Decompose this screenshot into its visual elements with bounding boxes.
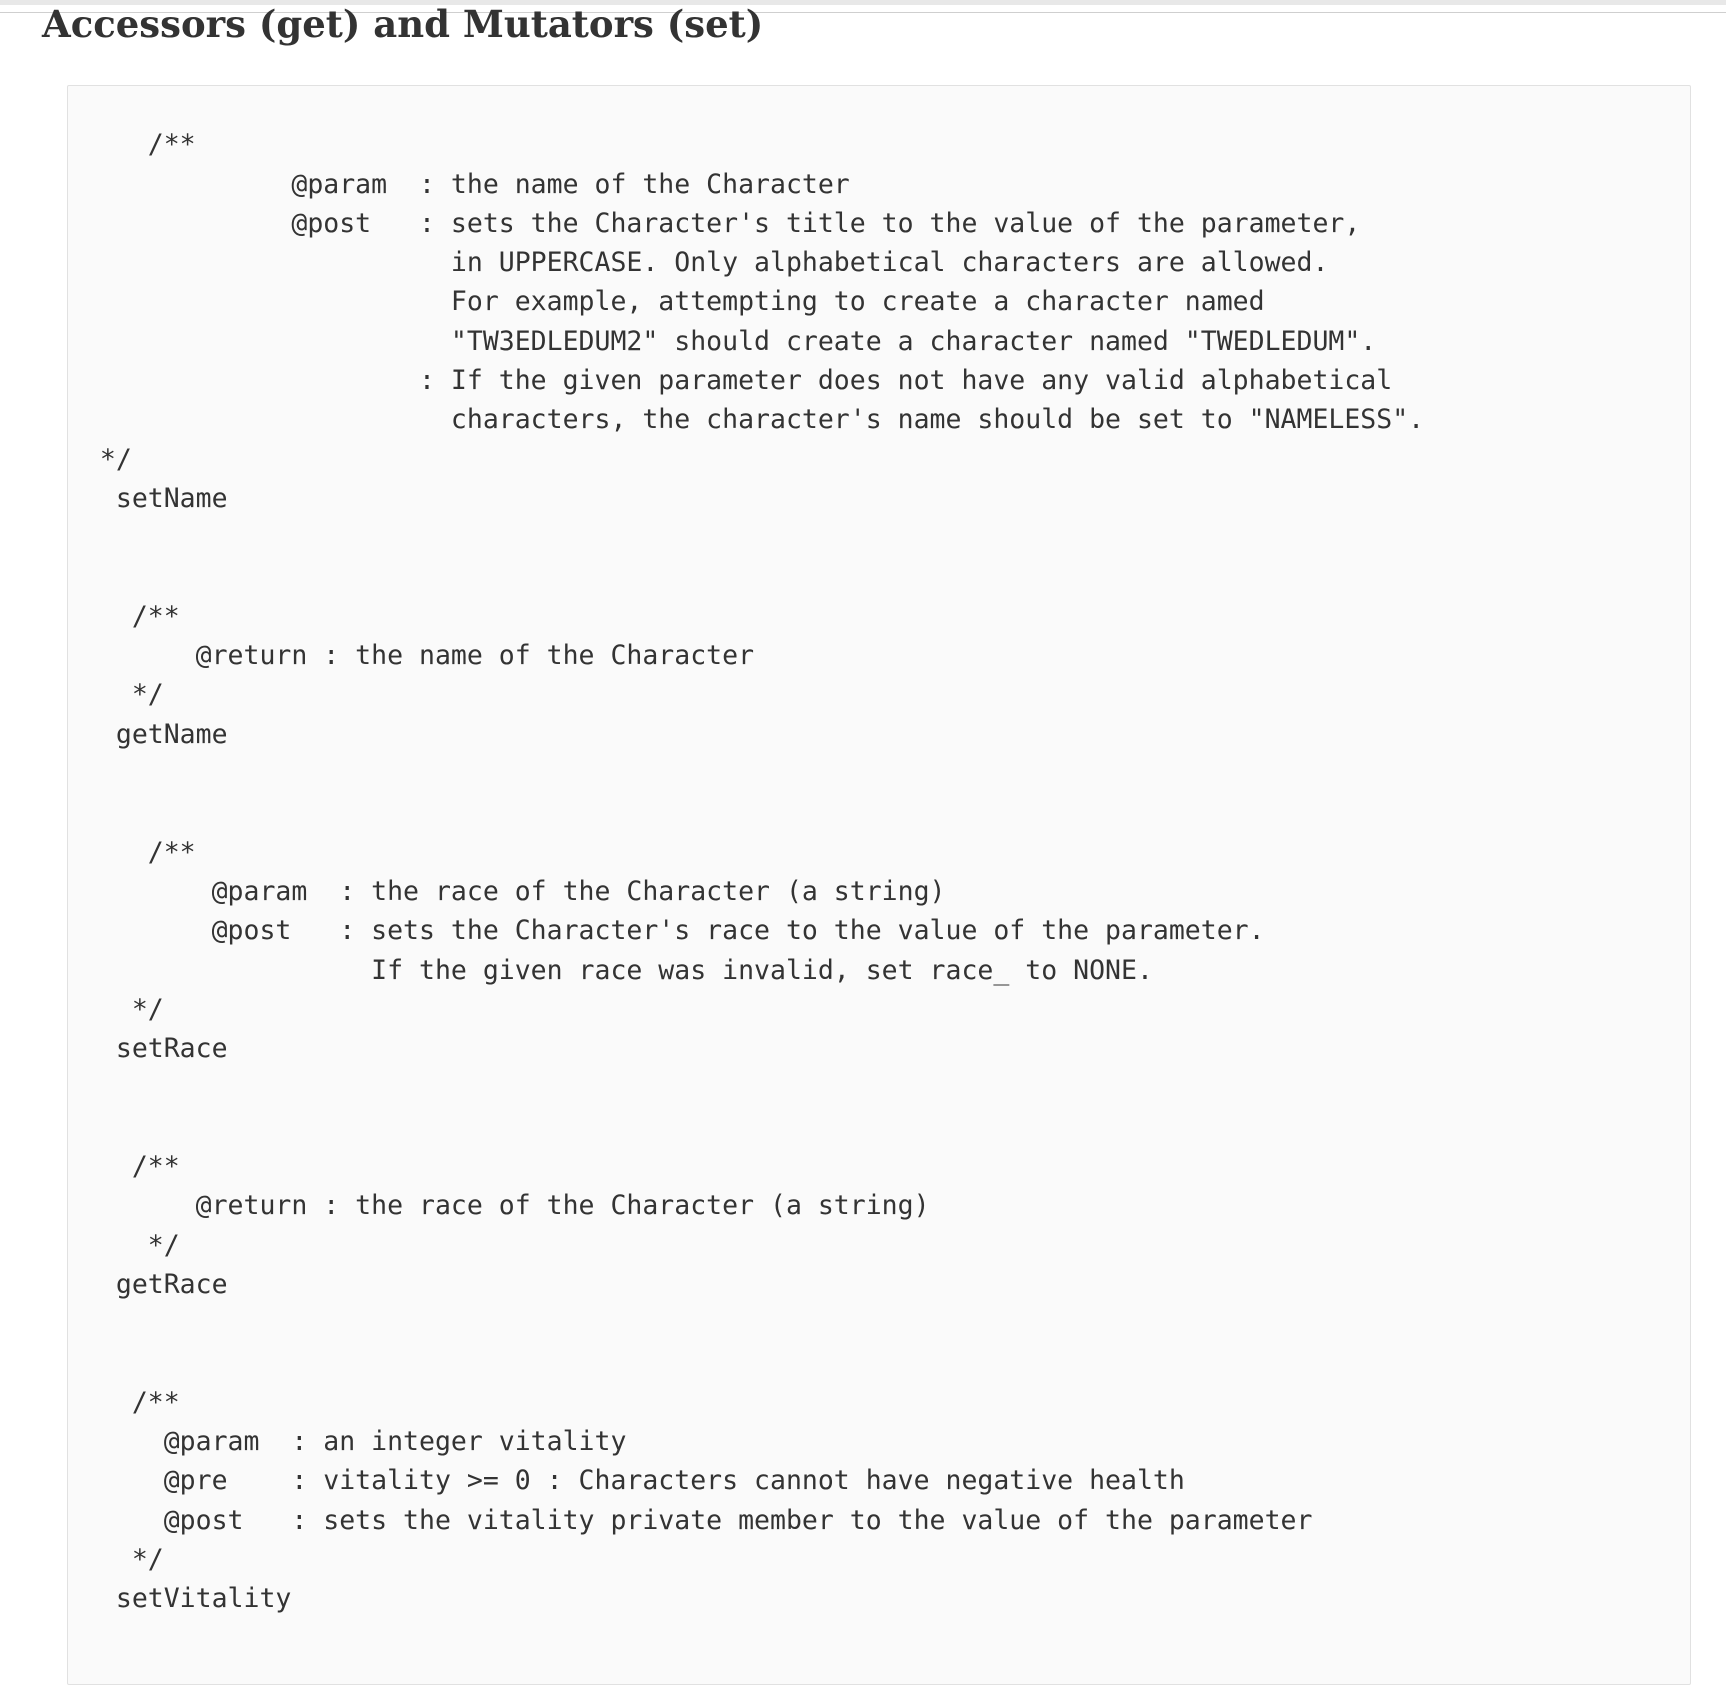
code-line — [68, 86, 1424, 125]
code-line — [68, 1304, 1424, 1343]
code-line: setRace — [68, 1033, 228, 1065]
code-line — [68, 1108, 1424, 1147]
code-block — [67, 85, 1691, 1685]
code-line: @post : sets the vitality private member to the value of the parameter — [68, 1504, 1313, 1536]
code-line: getRace — [68, 1268, 228, 1300]
code-line: */ — [68, 993, 164, 1025]
code-line: */ — [68, 1229, 180, 1261]
code-line: @post : sets the Character's race to the value of the parameter. — [68, 915, 1265, 947]
code-line: If the given race was invalid, set race_ to NONE. — [68, 954, 1153, 986]
code-line: */ — [68, 443, 132, 475]
code-line — [68, 1344, 1424, 1383]
code-line: setName — [68, 482, 228, 514]
section-heading: Accessors (get) and Mutators (set) — [42, 2, 764, 46]
code-listing — [68, 86, 1424, 1619]
code-line — [68, 518, 1424, 557]
code-line: /** — [68, 1151, 180, 1183]
code-line: */ — [68, 1543, 164, 1575]
code-line: @param : an integer vitality — [68, 1426, 627, 1458]
code-line: /** — [68, 1386, 180, 1418]
code-line — [68, 793, 1424, 832]
code-line: in UPPERCASE. Only alphabetical characters are allowed. — [68, 247, 1329, 279]
code-line — [68, 558, 1424, 597]
code-line: @param : the name of the Character — [68, 168, 850, 200]
code-line: "TW3EDLEDUM2" should create a character named "TWEDLEDUM". — [68, 325, 1377, 357]
code-line: @return : the name of the Character — [68, 640, 755, 672]
code-line: */ — [68, 679, 164, 711]
code-line: @return : the race of the Character (a string) — [68, 1190, 930, 1222]
code-line — [68, 1068, 1424, 1107]
code-line: @param : the race of the Character (a string) — [68, 875, 946, 907]
code-line: @pre : vitality >= 0 : Characters cannot have negative health — [68, 1465, 1185, 1497]
code-line: setVitality — [68, 1583, 292, 1615]
code-line: : If the given parameter does not have any valid alphabetical — [68, 365, 1393, 397]
code-line: /** — [68, 129, 196, 161]
code-line: getName — [68, 718, 228, 750]
code-line: /** — [68, 836, 196, 868]
code-line: @post : sets the Character's title to the value of the parameter, — [68, 207, 1361, 239]
code-line: /** — [68, 600, 180, 632]
code-line: characters, the character's name should be set to "NAMELESS". — [68, 404, 1425, 436]
code-line: For example, attempting to create a character named — [68, 286, 1265, 318]
code-line — [68, 754, 1424, 793]
